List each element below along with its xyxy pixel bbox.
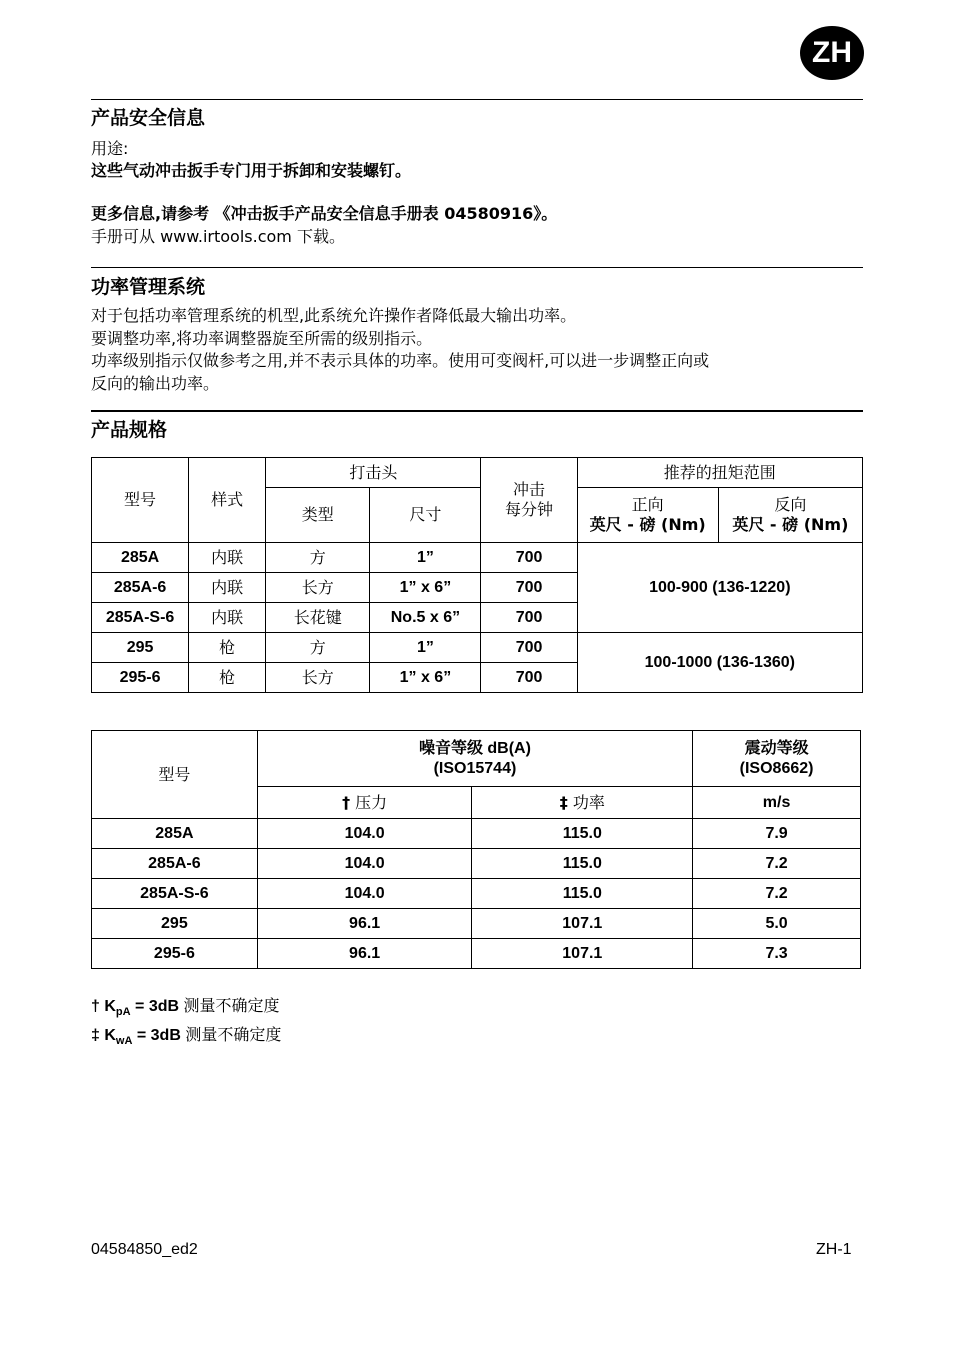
power-line: 要调整功率,将功率调整器旋至所需的级别指示。: [91, 329, 433, 348]
divider: [91, 99, 863, 100]
header-unit: m/s: [693, 787, 861, 819]
header-noise: [257, 731, 692, 787]
header-reverse: [718, 488, 862, 543]
cell-size: No.5 x 6”: [370, 603, 481, 633]
cell-size: 1”: [370, 633, 481, 663]
cell-model: 285A-S-6: [92, 879, 258, 909]
divider: [91, 267, 863, 268]
cell-pressure: 104.0: [257, 879, 472, 909]
header-reverse-line2: 英尺 - 磅 (Nm): [732, 515, 849, 534]
cell-vibration: 7.9: [693, 819, 861, 849]
header-style: 样式: [189, 458, 266, 543]
header-anvil-size: 尺寸: [370, 488, 481, 543]
cell-size: 1” x 6”: [370, 573, 481, 603]
cell-model: 285A: [92, 819, 258, 849]
cell-style: 内联: [189, 543, 266, 573]
use-label: 用途:: [91, 139, 129, 158]
cell-model: 295-6: [92, 663, 189, 693]
cell-pressure: 104.0: [257, 819, 472, 849]
cell-pressure: 96.1: [257, 909, 472, 939]
footnote-subscript: pA: [115, 1006, 131, 1018]
table-row: [92, 819, 861, 849]
header-pressure-label: 压力: [355, 792, 388, 812]
section-title-safety: 产品安全信息: [91, 107, 206, 129]
header-forward: [577, 488, 718, 543]
cell-style: 内联: [189, 573, 266, 603]
footnote-mark: ‡ K: [91, 1027, 116, 1044]
download-text: 手册可从 www.irtools.com 下载。: [91, 227, 345, 246]
cell-model: 285A-S-6: [92, 603, 189, 633]
cell-style: 内联: [189, 603, 266, 633]
footnote-pressure: [91, 996, 280, 1023]
cell-bpm: 700: [481, 573, 577, 603]
footnote-value: = 3dB: [132, 1027, 181, 1044]
header-forward-line2: 英尺 - 磅 (Nm): [589, 515, 706, 534]
cell-power: 115.0: [472, 849, 693, 879]
cell-bpm: 700: [481, 603, 577, 633]
table-row: [92, 879, 861, 909]
footnote-value: = 3dB: [130, 998, 180, 1015]
cell-model: 285A-6: [92, 573, 189, 603]
cell-bpm: 700: [481, 633, 577, 663]
cell-size: 1” x 6”: [370, 663, 481, 693]
cell-power: 107.1: [472, 939, 693, 969]
header-bpm: [481, 458, 577, 543]
header-reverse-line1: 反向: [774, 495, 807, 514]
cell-vibration: 5.0: [693, 909, 861, 939]
footnote-mark: † K: [91, 998, 116, 1015]
section-title-power: 功率管理系统: [91, 276, 206, 298]
table-row: [92, 939, 861, 969]
cell-type: 长方: [266, 663, 370, 693]
cell-bpm: 700: [481, 663, 577, 693]
header-anvil: 打击头: [266, 458, 481, 488]
header-torque: 推荐的扭矩范围: [577, 458, 862, 488]
section-title-specs: 产品规格: [91, 419, 168, 441]
header-anvil-type: 类型: [266, 488, 370, 543]
cell-vibration: 7.2: [693, 849, 861, 879]
cell-type: 方: [266, 633, 370, 663]
cell-type: 长方: [266, 573, 370, 603]
header-noise-line1: 噪音等级 dB(A): [418, 739, 531, 757]
cell-vibration: 7.3: [693, 939, 861, 969]
cell-torque-285: 100-900 (136-1220): [577, 543, 862, 633]
header-model: 型号: [92, 458, 189, 543]
use-text: 这些气动冲击扳手专门用于拆卸和安装螺钉。: [91, 161, 412, 180]
footnote-text: 测量不确定度: [179, 998, 280, 1015]
divider: [91, 410, 863, 412]
header-bpm-line1: 冲击: [513, 480, 546, 499]
cell-power: 115.0: [472, 879, 693, 909]
table-row: [92, 909, 861, 939]
cell-model: 295: [92, 909, 258, 939]
cell-model: 295: [92, 633, 189, 663]
cell-bpm: 700: [481, 543, 577, 573]
table-row: [92, 543, 863, 573]
footnote-power: [91, 1025, 281, 1052]
header-pressure: [257, 787, 472, 819]
power-line: 功率级别指示仅做参考之用,并不表示具体的功率。使用可变阀杆,可以进一步调整正向或: [91, 351, 710, 370]
doc-number: 04584850_ed2: [91, 1241, 198, 1258]
cell-power: 115.0: [472, 819, 693, 849]
header-vibration-line2: (ISO8662): [739, 759, 814, 777]
cell-size: 1”: [370, 543, 481, 573]
cell-type: 长花键: [266, 603, 370, 633]
cell-type: 方: [266, 543, 370, 573]
header-model: 型号: [92, 731, 258, 819]
cell-torque-295: 100-1000 (136-1360): [577, 633, 862, 693]
header-noise-line2: (ISO15744): [433, 759, 517, 777]
cell-model: 285A: [92, 543, 189, 573]
header-power: [472, 787, 693, 819]
cell-pressure: 96.1: [257, 939, 472, 969]
cell-model: 295-6: [92, 939, 258, 969]
specs-table: [91, 457, 863, 693]
footnote-text: 测量不确定度: [180, 1027, 282, 1044]
header-forward-line1: 正向: [631, 495, 664, 514]
cell-style: 枪: [189, 633, 266, 663]
footnote-subscript: wA: [115, 1035, 133, 1047]
cell-power: 107.1: [472, 909, 693, 939]
table-row: [92, 849, 861, 879]
language-badge: ZH: [800, 26, 864, 80]
dagger-mark: †: [342, 792, 351, 812]
cell-pressure: 104.0: [257, 849, 472, 879]
header-bpm-line2: 每分钟: [505, 500, 554, 519]
cell-model: 285A-6: [92, 849, 258, 879]
header-vibration-line1: 震动等级: [744, 739, 809, 757]
cell-style: 枪: [189, 663, 266, 693]
power-line: 对于包括功率管理系统的机型,此系统允许操作者降低最大输出功率。: [91, 306, 577, 325]
noise-vibration-table: [91, 730, 861, 969]
power-line: 反向的输出功率。: [91, 374, 220, 393]
more-info-text: 更多信息,请参考 《冲击扳手产品安全信息手册表 04580916》。: [91, 204, 558, 223]
table-row: [92, 633, 863, 663]
header-vibration: [693, 731, 861, 787]
page-number: ZH-1: [816, 1241, 852, 1258]
header-power-label: 功率: [572, 792, 605, 812]
double-dagger-mark: ‡: [559, 792, 568, 812]
cell-vibration: 7.2: [693, 879, 861, 909]
